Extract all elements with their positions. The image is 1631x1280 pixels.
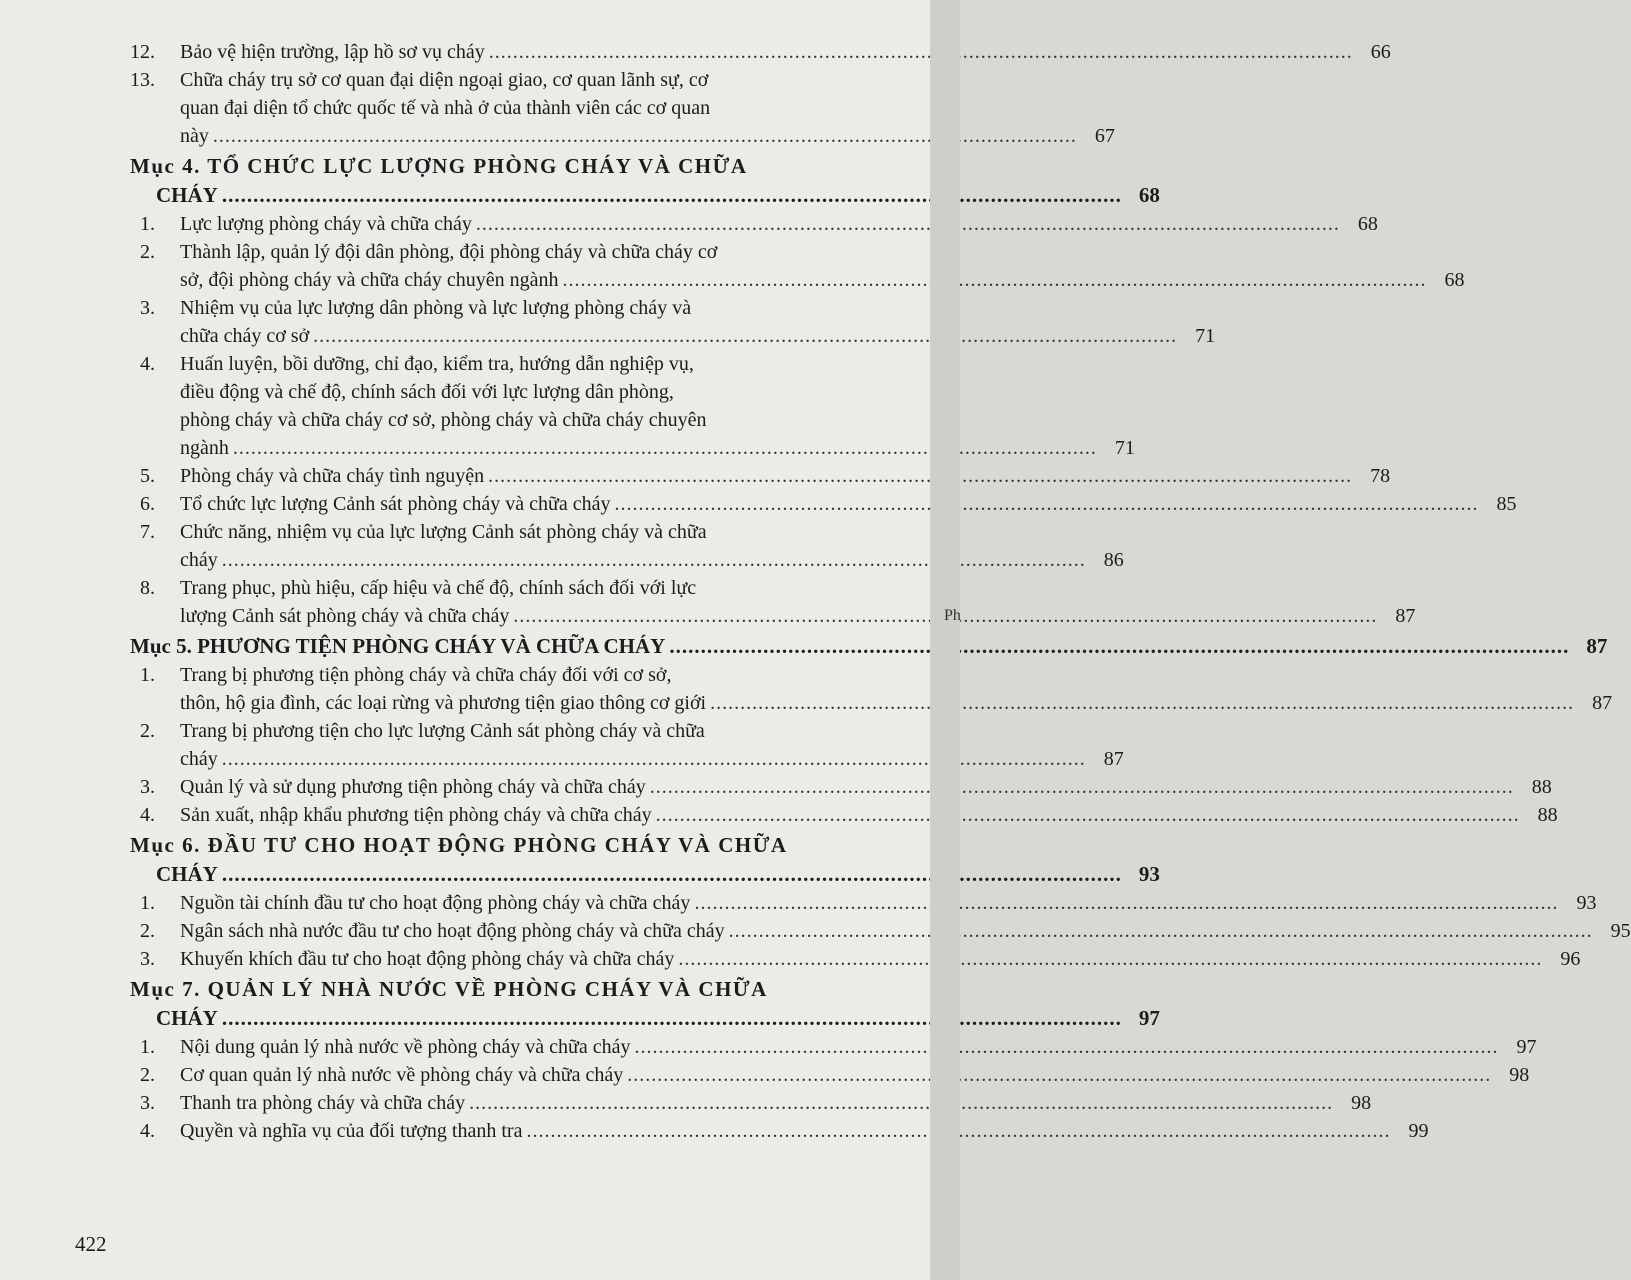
toc-entry-text: Quyền và nghĩa vụ của đối tượng thanh tra [180,1120,523,1142]
toc-entry-text: Tổ chức lực lượng Cảnh sát phòng cháy và chữa cháy [180,493,611,515]
toc-entry-last-line [180,945,1580,973]
toc-section-heading [130,975,1160,1033]
toc-entry-line: Chức năng, nhiệm vụ của lực lượng Cảnh sát phòng cháy và chữa [180,521,707,543]
toc-entry [130,294,1216,350]
toc-entry [130,661,1613,717]
toc-entry-number: 13. [130,69,155,91]
toc-entry-last-line [180,917,1631,945]
toc-entry-line: Trang phục, phù hiệu, cấp hiệu và chế độ, chính sách đối với lực [180,577,697,599]
toc-entry-number: 2. [140,920,155,942]
toc-entry-text: Mục 5. PHƯƠNG TIỆN PHÒNG CHÁY VÀ CHỮA CHÁY [130,634,666,658]
toc-page-number: 67 [1094,125,1115,147]
toc-page-number: 98 [1351,1092,1372,1114]
toc-entry-line: Nhiệm vụ của lực lượng dân phòng và lực lượng phòng cháy và [180,297,692,319]
toc-entry-text: Thanh tra phòng cháy và chữa cháy [180,1092,466,1114]
toc-entry-last-line [180,490,1516,518]
toc-page-number: 71 [1195,325,1216,347]
toc-entry-last-line [180,122,1115,150]
toc-page-number: 97 [1516,1036,1537,1058]
toc-entry-body [180,350,1135,462]
leader-dots [694,889,1558,917]
toc-entry-text: Cơ quan quản lý nhà nước về phòng cháy và chữa cháy [180,1064,624,1086]
toc-entry-last-line [180,1089,1371,1117]
toc-section-heading [130,632,1608,661]
toc-entry-last-line [180,1061,1529,1089]
leader-dots [650,773,1514,801]
toc-entry-last-line [180,266,1465,294]
toc-entry-text: CHÁY [156,183,218,207]
toc-entry-line: phòng cháy và chữa cháy cơ sở, phòng cháy và chữa cháy chuyên [180,409,707,431]
toc-entry-last-line [180,689,1612,717]
toc-entry-line: Trang bị phương tiện cho lực lượng Cảnh sát phòng cháy và chữa [180,720,705,742]
toc-entry [130,490,1517,518]
toc-page-number: 68 [1357,213,1378,235]
leader-dots [563,266,1427,294]
toc-entry-last-line [180,462,1390,490]
toc-entry-body [180,574,1415,630]
toc-entry-last-line [180,322,1215,350]
toc-entry-last-line [180,602,1415,630]
toc-entry-body [180,1089,1371,1117]
leader-dots [222,181,1122,210]
toc-entry-last-line [130,632,1608,661]
leader-dots [627,1061,1491,1089]
toc-entry-text: Lực lượng phòng cháy và chữa cháy [180,213,472,235]
toc-entry-text: Sản xuất, nhập khẩu phương tiện phòng cháy và chữa cháy [180,804,652,826]
leader-dots [678,945,1542,973]
toc-entry [130,518,1124,574]
toc-entry [130,350,1135,462]
toc-entry [130,1089,1372,1117]
toc-entry-last-line [180,889,1596,917]
section-title-line: Mục 7. QUẢN LÝ NHÀ NƯỚC VỀ PHÒNG CHÁY VÀ CHỮA [130,977,768,1001]
toc-entry-line: Chữa cháy trụ sở cơ quan đại diện ngoại giao, cơ quan lãnh sự, cơ [180,69,709,91]
toc-page-number: 99 [1408,1120,1429,1142]
toc-entry-number: 1. [140,664,155,686]
toc-entry-number: 12. [130,41,155,63]
toc-entry [130,1033,1537,1061]
leader-dots [489,38,1353,66]
toc-entry-body [180,945,1580,973]
toc-entry [130,1117,1429,1145]
toc-section-heading [130,831,1160,889]
adjacent-page-edge [930,0,960,1280]
toc-entry-text: CHÁY [156,1006,218,1030]
toc-entry-body [180,238,1465,294]
toc-entry-text: sở, đội phòng cháy và chữa cháy chuyên ngành [180,269,559,291]
leader-dots [313,322,1177,350]
section-title-line: Mục 6. ĐẦU TƯ CHO HOẠT ĐỘNG PHÒNG CHÁY VÀ CHỮA [130,833,788,857]
toc-entry-text: này [180,125,209,147]
toc-entry-number: 3. [140,948,155,970]
toc-entry-text: Bảo vệ hiện trường, lập hồ sơ vụ cháy [180,41,485,63]
toc-entry-text: chữa cháy cơ sở [180,325,310,347]
toc-entry-text: CHÁY [156,862,218,886]
toc-entry-body [180,1117,1428,1145]
toc-entry [130,945,1581,973]
toc-entry-text: cháy [180,748,218,770]
toc-page-number: 96 [1560,948,1581,970]
toc-entry [130,1061,1530,1089]
toc-page-number: 88 [1537,804,1558,826]
toc-page-number: 85 [1496,493,1517,515]
toc-entry-text: Nội dung quản lý nhà nước về phòng cháy và chữa cháy [180,1036,631,1058]
toc-entry-line: Huấn luyện, bồi dưỡng, chỉ đạo, kiểm tra, hướng dẫn nghiệp vụ, [180,353,694,375]
toc-entry-last-line [180,773,1552,801]
section-title-line: Mục 4. TỔ CHỨC LỰC LƯỢNG PHÒNG CHÁY VÀ CHỮA [130,154,748,178]
toc-page-number: 68 [1138,183,1160,207]
toc-entry-number: 4. [140,804,155,826]
toc-entry-text: ngành [180,437,229,459]
toc-entry-last-line [180,210,1378,238]
toc-entry-number: 3. [140,297,155,319]
toc-entry [130,889,1597,917]
toc-entry [130,210,1378,238]
toc-entry-number: 8. [140,577,155,599]
leader-dots [476,210,1340,238]
toc-entry-last-line [180,1117,1428,1145]
leader-dots [469,1089,1333,1117]
leader-dots [614,490,1478,518]
page-number: 422 [75,1232,107,1256]
toc-entry-last-line [130,181,1160,210]
toc-entry-body [180,294,1215,350]
toc-entry-body [180,490,1516,518]
leader-dots [222,860,1122,889]
toc-entry-body [180,889,1596,917]
toc-entry-body [180,1033,1536,1061]
toc-page-number: 78 [1370,465,1391,487]
toc-entry-line: Thành lập, quản lý đội dân phòng, đội phòng cháy và chữa cháy cơ [180,241,718,263]
leader-dots [669,632,1569,661]
table-of-contents [130,38,1631,1145]
leader-dots [222,1004,1122,1033]
toc-entry-number: 2. [140,720,155,742]
toc-entry [130,238,1465,294]
toc-entry-text: Ngân sách nhà nước đầu tư cho hoạt động phòng cháy và chữa cháy [180,920,725,942]
toc-section-heading [130,152,1160,210]
toc-entry-body [180,917,1631,945]
toc-entry-body [180,661,1612,717]
toc-entry-body [180,717,1124,773]
toc-entry-body [180,773,1552,801]
toc-entry-body [180,1061,1529,1089]
leader-dots [634,1033,1498,1061]
toc-entry-number: 1. [140,213,155,235]
toc-entry-text: lượng Cảnh sát phòng cháy và chữa cháy [180,605,510,627]
toc-entry-number: 5. [140,465,155,487]
toc-page-number: 98 [1509,1064,1530,1086]
toc-entry-body [180,210,1378,238]
toc-entry-text: Khuyến khích đầu tư cho hoạt động phòng cháy và chữa cháy [180,948,675,970]
toc-page-number: 87 [1395,605,1416,627]
toc-page-number: 93 [1138,862,1160,886]
toc-entry-line: điều động và chế độ, chính sách đối với lực lượng dân phòng, [180,381,674,403]
leader-dots [488,462,1352,490]
leader-dots [233,434,1097,462]
toc-entry [130,66,1115,150]
toc-entry-number: 7. [140,521,155,543]
leader-dots [729,917,1593,945]
toc-page-number: 86 [1103,549,1124,571]
toc-entry-number: 4. [140,1120,155,1142]
toc-entry [130,917,1631,945]
toc-entry-number: 1. [140,1036,155,1058]
toc-entry-number: 3. [140,1092,155,1114]
toc-entry [130,574,1416,630]
leader-dots [656,801,1520,829]
toc-entry-number: 2. [140,1064,155,1086]
toc-entry-text: cháy [180,549,218,571]
toc-entry [130,38,1391,66]
toc-entry [130,773,1552,801]
toc-entry [130,801,1558,829]
toc-page-number: 88 [1531,776,1552,798]
adjacent-page-text: Ph [944,607,961,624]
toc-entry [130,717,1124,773]
toc-entry-text: thôn, hộ gia đình, các loại rừng và phương tiện giao thông cơ giới [180,692,707,714]
toc-entry-body [180,66,1115,150]
toc-entry-last-line [180,434,1135,462]
leader-dots [710,689,1574,717]
toc-entry-last-line [180,745,1124,773]
toc-entry-text: Nguồn tài chính đầu tư cho hoạt động phòng cháy và chữa cháy [180,892,691,914]
toc-entry-last-line [130,860,1160,889]
toc-entry-last-line [180,801,1558,829]
toc-page-number: 93 [1576,892,1597,914]
toc-entry-number: 1. [140,892,155,914]
toc-page-number: 87 [1103,748,1124,770]
toc-entry-number: 3. [140,776,155,798]
toc-entry-body [180,518,1124,574]
toc-entry-line: quan đại diện tổ chức quốc tế và nhà ở của thành viên các cơ quan [180,97,711,119]
toc-page-number: 95 [1610,920,1631,942]
toc-page-number: 68 [1444,269,1465,291]
toc-entry-number: 6. [140,493,155,515]
toc-entry-body [180,801,1558,829]
toc-entry-last-line [180,1033,1536,1061]
toc-entry-number: 2. [140,241,155,263]
toc-entry-text: Phòng cháy và chữa cháy tình nguyện [180,465,485,487]
toc-entry-last-line [130,1004,1160,1033]
toc-page-number: 71 [1114,437,1135,459]
toc-entry-body [180,38,1391,66]
toc-entry-last-line [180,546,1124,574]
toc-entry-line: Trang bị phương tiện phòng cháy và chữa cháy đối với cơ sở, [180,664,672,686]
toc-entry [130,462,1391,490]
toc-entry-body [180,462,1390,490]
toc-page-number: 87 [1586,634,1608,658]
toc-page-number: 97 [1138,1006,1160,1030]
toc-entry-text: Quản lý và sử dụng phương tiện phòng cháy và chữa cháy [180,776,646,798]
toc-entry-number: 4. [140,353,155,375]
toc-page-number: 87 [1592,692,1613,714]
toc-page-number: 66 [1370,41,1391,63]
toc-entry-last-line [180,38,1391,66]
